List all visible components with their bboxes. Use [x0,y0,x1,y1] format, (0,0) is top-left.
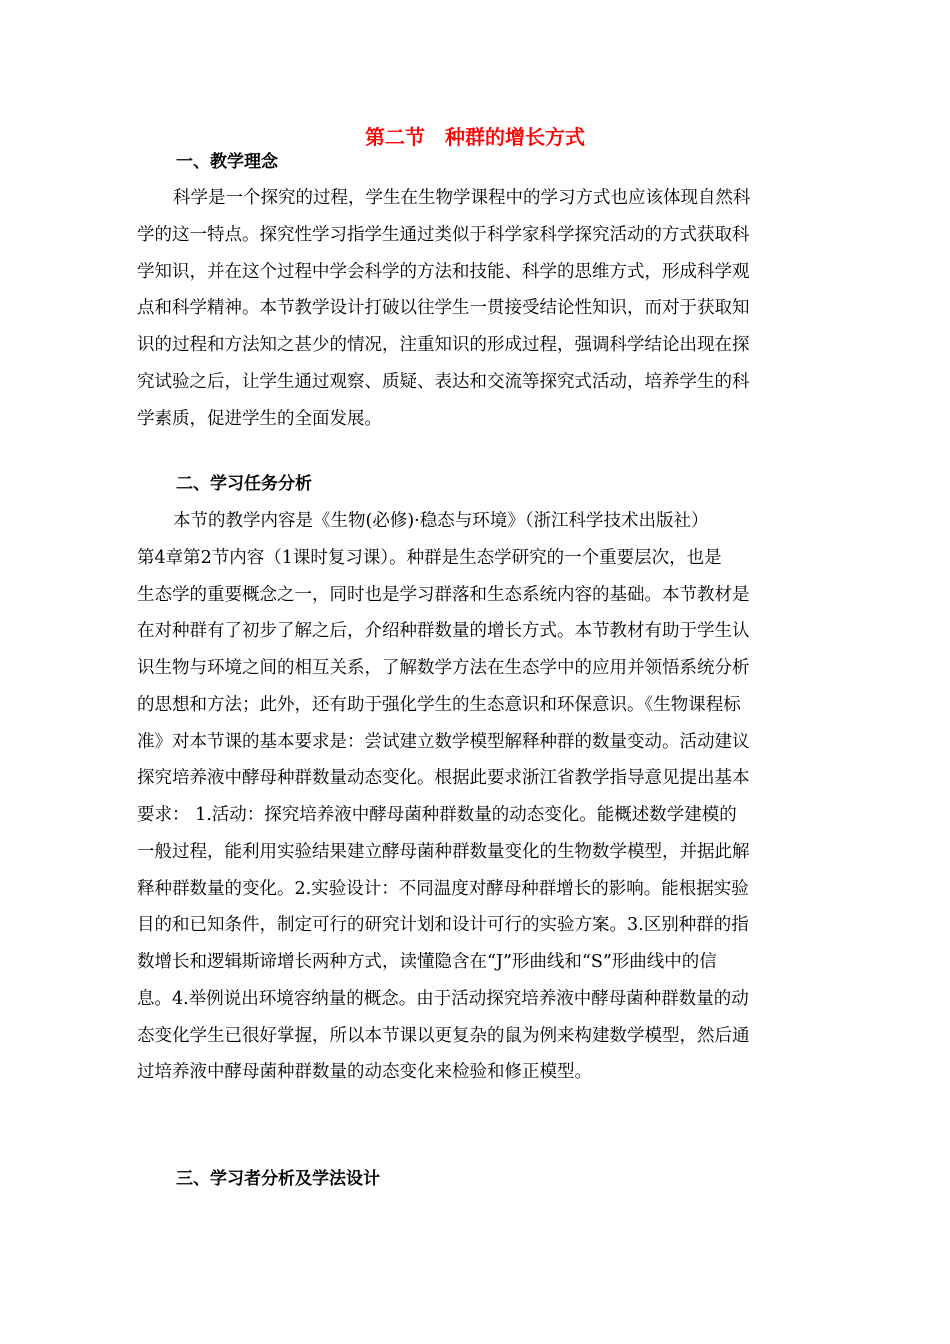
paragraph-line: 准》对本节课的基本要求是：尝试建立数学模型解释种群的数量变动。活动建议 [137,731,750,752]
paragraph-line: 学素质，促进学生的全面发展。 [137,408,382,429]
paragraph-line: 生态学的重要概念之一，同时也是学习群落和生态系统内容的基础。本节教材是 [137,584,750,605]
paragraph-line: 究试验之后，让学生通过观察、质疑、表达和交流等探究式活动，培养学生的科 [137,371,750,392]
paragraph-line: 本节的教学内容是《生物(必修)·稳态与环境》（浙江科学技术出版社） [173,511,709,531]
section-heading-3: 三、学习者分析及学法设计 [176,1169,380,1189]
paragraph-line: 点和科学精神。本节教学设计打破以往学生一贯接受结论性知识，而对于获取知 [137,298,750,319]
section-paragraph-1 [137,180,817,437]
paragraph-line: 识的过程和方法知之甚少的情况，注重知识的形成过程，强调科学结论出现在探 [137,335,750,355]
paragraph-line: 要求： 1.活动：探究培养液中酵母菌种群数量的动态变化。能概述数学建模的 [137,805,737,825]
paragraph-line: 探究培养液中酵母种群数量动态变化。根据此要求浙江省教学指导意见提出基本 [137,768,750,789]
paragraph-line: 释种群数量的变化。2.实验设计：不同温度对酵母种群增长的影响。能根据实验 [137,878,749,899]
paragraph-line: 在对种群有了初步了解之后，介绍种群数量的增长方式。本节教材有助于学生认 [137,621,750,642]
paragraph-line: 科学是一个探究的过程，学生在生物学课程中的学习方式也应该体现自然科 [173,188,751,208]
paragraph-line: 息。4.举例说出环境容纳量的概念。由于活动探究培养液中酵母菌种群数量的动 [137,988,749,1009]
section-paragraph-2 [137,503,817,1091]
page-title: 第二节 种群的增长方式 [365,125,585,149]
paragraph-line: 识生物与环境之间的相互关系，了解数学方法在生态学中的应用并领悟系统分析 [137,658,750,678]
paragraph-line: 学知识，并在这个过程中学会科学的方法和技能、科学的思维方式，形成科学观 [137,261,750,282]
paragraph-line: 数增长和逻辑斯谛增长两种方式，读懂隐含在“J”形曲线和“S”形曲线中的信 [137,952,717,972]
paragraph-line: 学的这一特点。探究性学习指学生通过类似于科学家科学探究活动的方式获取科 [137,224,750,245]
paragraph-line: 目的和已知条件，制定可行的研究计划和设计可行的实验方案。3.区别种群的指 [137,915,749,936]
paragraph-line: 过培养液中酵母菌种群数量的动态变化来检验和修正模型。 [137,1062,592,1083]
paragraph-line: 第4章第2节内容（1课时复习课）。种群是生态学研究的一个重要层次，也是 [137,547,722,568]
section-heading-1: 一、教学理念 [176,152,278,172]
section-heading-2: 二、学习任务分析 [176,474,312,494]
paragraph-line: 的思想和方法；此外，还有助于强化学生的生态意识和环保意识。《生物课程标 [137,694,741,715]
paragraph-line: 态变化学生已很好掌握，所以本节课以更复杂的鼠为例来构建数学模型，然后通 [137,1025,750,1046]
paragraph-line: 一般过程，能利用实验结果建立酵母菌种群数量变化的生物数学模型，并据此解 [137,841,750,862]
